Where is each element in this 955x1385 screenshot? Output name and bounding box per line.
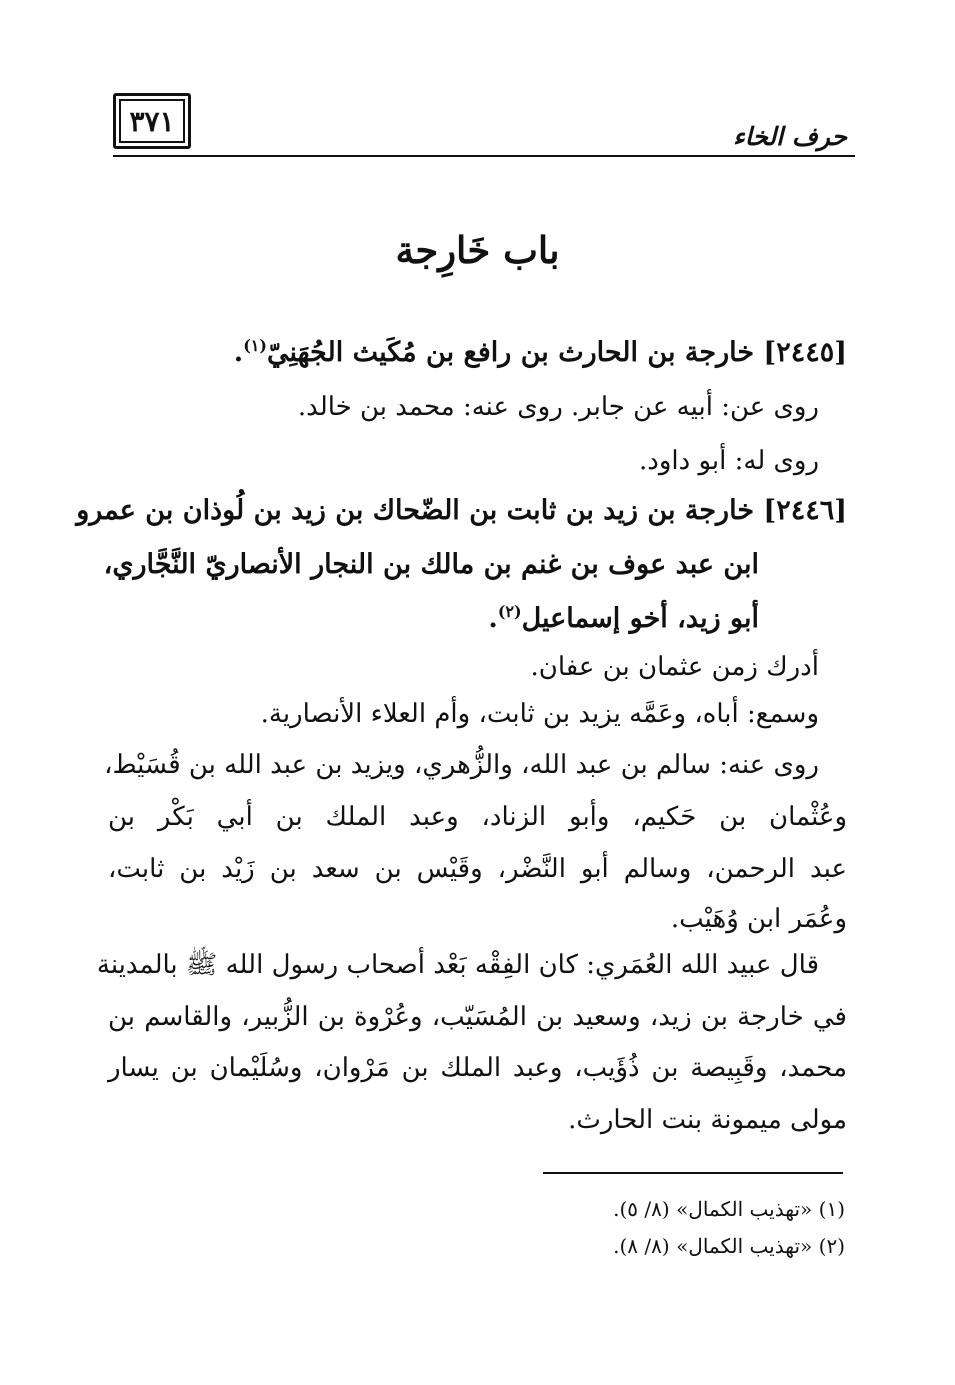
entry-heading-text: أبو زيد، أخو إسماعيل [521,603,759,634]
header-rule [113,155,855,157]
entry-heading-continued: ابن عبد عوف بن غنم بن مالك بن النجار الأنصاريّ النَّجَّاري، [103,549,759,580]
entry-line: روى عن: أبيه عن جابر. روى عنه: محمد بن خالد. [297,392,819,422]
entry-line: أدرك زمن عثمان بن عفان. [530,652,819,682]
entry-line: وعُمَر ابن وُهَيْب. [670,904,847,934]
entry-heading [234,333,847,373]
running-header: حرف الخاء [733,122,847,151]
footnote-ref: (٢) [497,602,522,621]
entry-line: وسمع: أباه، وعَمَّه يزيد بن ثابت، وأم العلاء الأنصارية. [260,699,819,729]
entry-line: روى له: أبو داود. [639,446,819,476]
entry-line: عبد الرحمن، وسالم أبو النَّضْر، وقَيْس بن سعد بن زَيْد بن ثابت، [108,854,847,884]
entry-heading-end: . [488,603,498,634]
entry-heading-end: . [233,337,244,368]
entry-line: في خارجة بن زيد، وسعيد بن المُسَيّب، وعُرْوة بن الزُّبير، والقاسم بن [108,1002,847,1032]
entry-line: مولى ميمونة بنت الحارث. [568,1105,847,1135]
entry-line: وعُثْمان بن حَكيم، وأبو الزناد، وعبد الملك بن أبي بَكْر بن [108,802,847,832]
footnote-ref: (١) [243,336,267,355]
entry-line: محمد، وقَبِيصة بن ذُؤَيب، وعبد الملك بن مَرْوان، وسُلَيْمان بن يسار [108,1053,847,1083]
entry-heading: [٢٤٤٦] خارجة بن زيد بن ثابت بن الضّحاك بن زيد بن لُوذان بن عمرو [76,495,847,526]
entry-line: روى عنه: سالم بن عبد الله، والزُّهري، ويزيد بن عبد الله بن قُسَيْط، [104,750,819,780]
entry-heading-continued [488,599,759,639]
entry-line: قال عبيد الله العُمَري: كان الفِقْه بَعْد أصحاب رسول الله ﷺ بالمدينة [96,950,819,980]
footnote: (٢) «تهذيب الكمال» (٨/ ٨). [613,1234,845,1258]
page-number: ٣٧١ [113,93,191,149]
entry-heading-text: [٢٤٤٥] خارجة بن الحارث بن رافع بن مُكَيث الجُهَنِيّ [266,337,847,368]
chapter-title: باب خَارِجة [395,228,560,272]
footnote: (١) «تهذيب الكمال» (٨/ ٥). [613,1197,845,1221]
footnote-rule [543,1172,843,1174]
